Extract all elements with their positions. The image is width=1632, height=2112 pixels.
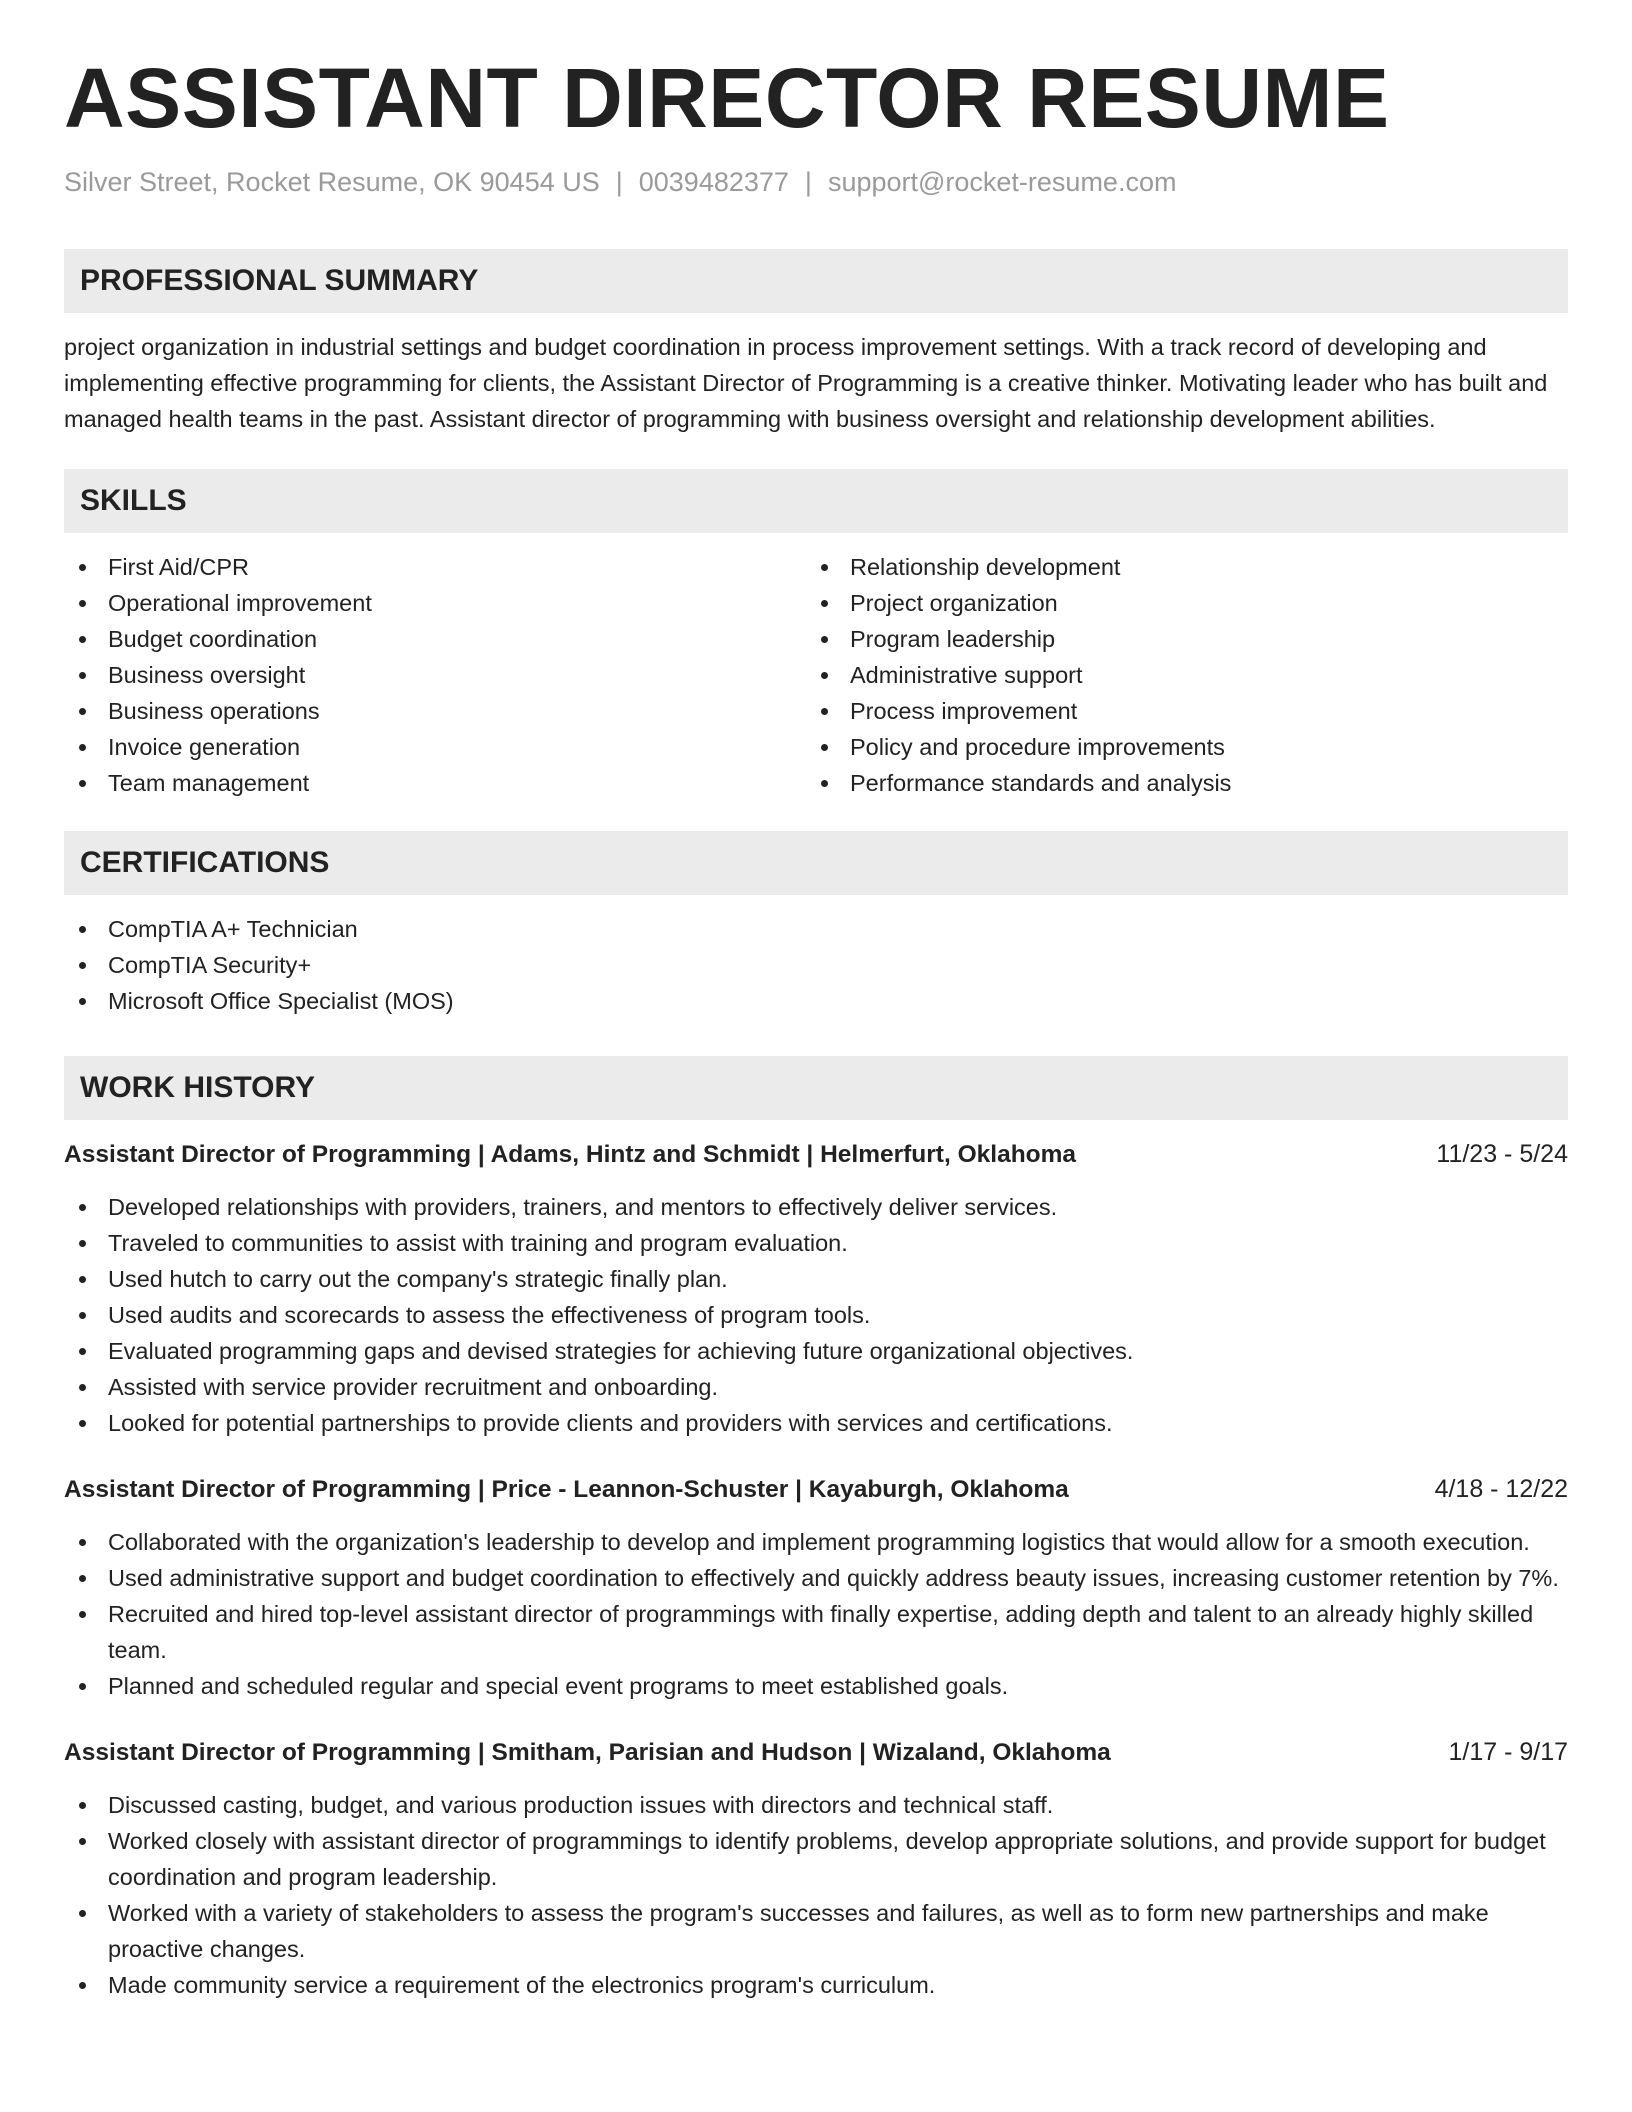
job-dates: 11/23 - 5/24 [1436,1139,1568,1168]
job-bullet: Worked closely with assistant director of programmings to identify problems, develop appropriate solutions, and provide support for budget coordination and program leadership. [64,1823,1568,1895]
section-heading-skills: SKILLS [64,469,1568,533]
job-dates: 1/17 - 9/17 [1448,1737,1568,1766]
job-entry [64,1471,1568,1704]
certification-item: Microsoft Office Specialist (MOS) [64,983,1568,1019]
skill-item: Administrative support [806,657,1548,693]
skill-item: Policy and procedure improvements [806,729,1548,765]
job-bullet: Recruited and hired top-level assistant director of programmings with finally expertise, adding depth and talent to an already highly skilled team. [64,1596,1568,1668]
skill-item: Program leadership [806,621,1548,657]
job-bullet: Used hutch to carry out the company's strategic finally plan. [64,1261,1568,1297]
job-entry [64,1136,1568,1441]
job-bullet: Discussed casting, budget, and various production issues with directors and technical staff. [64,1787,1568,1823]
contact-line [64,166,1568,198]
section-heading-work-history: WORK HISTORY [64,1056,1568,1120]
skill-item: Business operations [64,693,806,729]
job-bullet: Looked for potential partnerships to provide clients and providers with services and certifications. [64,1405,1568,1441]
skill-item: Team management [64,765,806,801]
contact-separator: | [615,167,623,198]
job-title: Assistant Director of Programming | Price - Leannon-Schuster | Kayaburgh, Oklahoma [64,1475,1069,1503]
skill-item: Performance standards and analysis [806,765,1548,801]
job-bullet: Made community service a requirement of the electronics program's curriculum. [64,1967,1568,2003]
skills-list-right [806,549,1548,801]
job-bullet: Assisted with service provider recruitment and onboarding. [64,1369,1568,1405]
job-bullet: Worked with a variety of stakeholders to assess the program's successes and failures, as well as to form new partnerships and make proactive changes. [64,1895,1568,1967]
skill-item: Relationship development [806,549,1548,585]
job-bullet-list [64,1787,1568,2003]
certifications-list [64,911,1568,1019]
job-bullet: Used administrative support and budget coordination to effectively and quickly address beauty issues, increasing customer retention by 7%. [64,1560,1568,1596]
skill-item: Operational improvement [64,585,806,621]
job-bullet: Traveled to communities to assist with training and program evaluation. [64,1225,1568,1261]
summary-text: project organization in industrial settings and budget coordination in process improvement settings. With a track record of developing and implementing effective programming for clients, the Assistant Director of Programming is a creative thinker. Motivating leader who has built and managed health teams in the past. Assistant director of programming with business oversight and relationship development abilities. [64,333,1548,432]
skill-item: Invoice generation [64,729,806,765]
certification-item: CompTIA Security+ [64,947,1568,983]
job-header [64,1734,1568,1771]
job-dates: 4/18 - 12/22 [1434,1474,1568,1503]
job-bullet-list [64,1189,1568,1441]
job-bullet: Collaborated with the organization's leadership to develop and implement programming logistics that would allow for a smooth execution. [64,1524,1568,1560]
skills-list-left [64,549,806,801]
skill-item: Business oversight [64,657,806,693]
job-bullet: Evaluated programming gaps and devised strategies for achieving future organizational objectives. [64,1333,1568,1369]
job-entry [64,1734,1568,2003]
job-title: Assistant Director of Programming | Smitham, Parisian and Hudson | Wizaland, Oklahoma [64,1738,1111,1766]
contact-email: support@rocket-resume.com [827,167,1177,198]
skill-item: Project organization [806,585,1548,621]
contact-phone: 0039482377 [638,167,789,198]
section-heading-summary: PROFESSIONAL SUMMARY [64,249,1568,313]
skills-grid [64,549,1568,801]
section-heading-certifications: CERTIFICATIONS [64,831,1568,895]
job-bullet: Used audits and scorecards to assess the effectiveness of program tools. [64,1297,1568,1333]
contact-address: Silver Street, Rocket Resume, OK 90454 US [64,167,600,198]
job-header [64,1471,1568,1508]
skill-item: Budget coordination [64,621,806,657]
contact-separator: | [804,167,812,198]
job-bullet: Developed relationships with providers, trainers, and mentors to effectively deliver services. [64,1189,1568,1225]
certification-item: CompTIA A+ Technician [64,911,1568,947]
job-bullet: Planned and scheduled regular and special event programs to meet established goals. [64,1668,1568,1704]
job-title: Assistant Director of Programming | Adams, Hintz and Schmidt | Helmerfurt, Oklahoma [64,1140,1077,1168]
skill-item: Process improvement [806,693,1548,729]
skill-item: First Aid/CPR [64,549,806,585]
resume-title: ASSISTANT DIRECTOR RESUME [64,51,1390,145]
job-bullet-list [64,1524,1568,1704]
job-header [64,1136,1568,1173]
